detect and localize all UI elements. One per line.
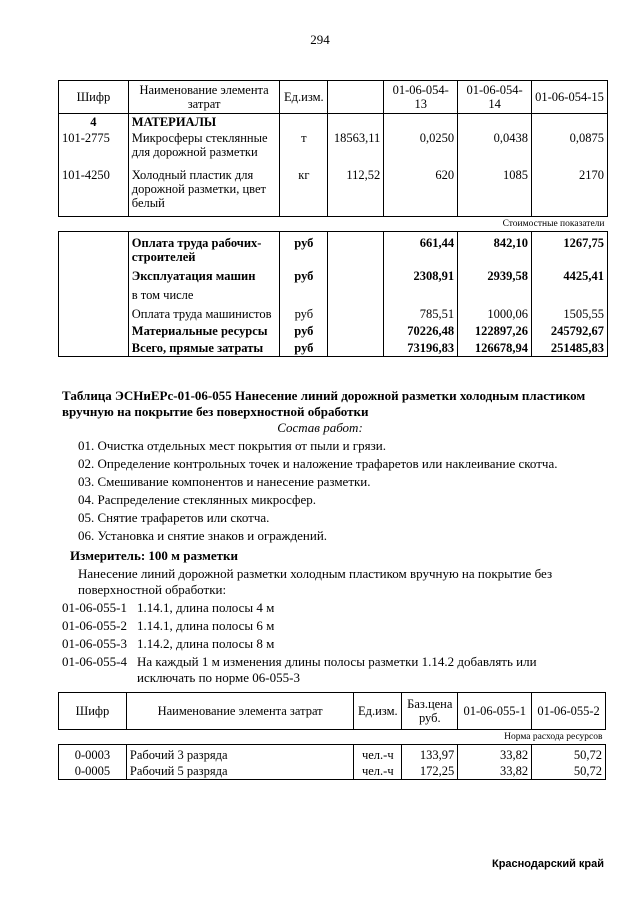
cost-row [59,232,608,266]
section-title: Таблица ЭСНиЕРс-01-06-055 Нанесение линий дорожной разметки холодным пластиком вручную на покрытие без поверхностной обработки [62,388,586,419]
code-id: 01-06-055-4 [62,654,127,669]
material-v1: 620 [384,160,458,217]
resources-table-055 [58,692,606,780]
cost-unit: руб [280,339,328,357]
table-row [59,763,606,780]
material-v1: 0,0250 [384,130,458,160]
cost-row-total [59,339,608,357]
code-text: 1.14.2, длина полосы 8 м [137,636,275,651]
material-row [59,130,608,160]
row-name: Рабочий 3 разряда [126,745,353,764]
composition-item: 01. Очистка отдельных мест покрытия от пыли и грязи. [78,438,386,453]
code-id: 01-06-055-1 [62,600,127,615]
cost-unit: руб [280,232,328,266]
cost-v3: 1505,55 [532,303,608,322]
material-code: 101-4250 [59,160,129,217]
header-col-2: 01-06-055-2 [532,693,606,730]
header-unit: Ед.изм. [354,693,402,730]
cost-v1: 73196,83 [384,339,458,357]
header-name: Наименование элемента затрат [126,693,353,730]
header-col-15: 01-06-054-15 [532,81,608,114]
header-code: Шифр [59,81,129,114]
cost-unit: руб [280,265,328,284]
cost-v1: 785,51 [384,303,458,322]
code-item [62,654,597,686]
row-name: Рабочий 5 разряда [126,763,353,780]
header-price: Баз.цена руб. [402,693,458,730]
cost-unit: руб [280,303,328,322]
cost-v3: 4425,41 [532,265,608,284]
composition-item: 04. Распределение стеклянных микросфер. [78,492,316,507]
header-col-1: 01-06-055-1 [458,693,532,730]
material-code: 101-2775 [59,130,129,160]
material-v2: 1085 [458,160,532,217]
composition-item: 06. Установка и снятие знаков и ограждений. [78,528,328,543]
header-code: Шифр [59,693,127,730]
cost-v2: 2939,58 [458,265,532,284]
cost-name: Оплата труда машинистов [128,303,280,322]
material-v3: 2170 [532,160,608,217]
cost-v1: 2308,91 [384,265,458,284]
material-unit: т [280,130,328,160]
header-col-14: 01-06-054-14 [458,81,532,114]
row-code: 0-0003 [59,745,127,764]
cost-v2: 1000,06 [458,303,532,322]
cost-v3: 1267,75 [532,232,608,266]
composition-label: Состав работ: [277,420,363,435]
row-v2: 50,72 [532,763,606,780]
code-text: На каждый 1 м изменения длины полосы разметки 1.14.2 добавлять или исключать по норме 06-055-3 [137,654,537,685]
header-unit: Ед.изм. [280,81,328,114]
row-price: 133,97 [402,745,458,764]
measure-unit: Измеритель: 100 м разметки [70,548,239,563]
table-row [59,745,606,764]
material-name: Холодный пластик для дорожной разметки, цвет белый [128,160,280,217]
header-price [328,81,384,114]
row-v1: 33,82 [458,763,532,780]
composition-item: 05. Снятие трафаретов или скотча. [78,510,270,525]
materials-number: 4 [59,114,129,131]
cost-unit: руб [280,322,328,339]
composition-item: 02. Определение контрольных точек и наложение трафаретов или наклеивание скотча. [78,456,558,471]
cost-subheader: Стоимостные показатели [59,217,608,232]
cost-v2: 122897,26 [458,322,532,339]
cost-name: Всего, прямые затраты [128,339,280,357]
norm-subheader: Норма расхода ресурсов [59,730,606,745]
resources-table-054 [58,80,608,357]
code-item [62,600,597,616]
cost-name: Эксплуатация машин [128,265,280,284]
cost-v3: 245792,67 [532,322,608,339]
code-id: 01-06-055-3 [62,636,127,651]
material-name: Микросферы стеклянные для дорожной разметки [128,130,280,160]
code-item [62,618,597,634]
material-price: 18563,11 [328,130,384,160]
material-v3: 0,0875 [532,130,608,160]
cost-row [59,303,608,322]
cost-row [59,322,608,339]
material-unit: кг [280,160,328,217]
header-col-13: 01-06-054-13 [384,81,458,114]
description: Нанесение линий дорожной разметки холодным пластиком вручную на покрытие без поверхностной обработки: [78,566,553,597]
page-number: 294 [310,32,330,47]
code-text: 1.14.1, длина полосы 6 м [137,618,275,633]
material-v2: 0,0438 [458,130,532,160]
cost-v1: 661,44 [384,232,458,266]
code-id: 01-06-055-2 [62,618,127,633]
cost-name: в том числе [128,284,280,303]
cost-v1: 70226,48 [384,322,458,339]
cost-v2: 126678,94 [458,339,532,357]
material-price: 112,52 [328,160,384,217]
row-code: 0-0005 [59,763,127,780]
cost-v2: 842,10 [458,232,532,266]
row-v1: 33,82 [458,745,532,764]
row-unit: чел.-ч [354,763,402,780]
row-price: 172,25 [402,763,458,780]
header-name: Наименование элемента затрат [128,81,280,114]
footer-region: Краснодарский край [491,858,604,870]
composition-item: 03. Смешивание компонентов и нанесение разметки. [78,474,371,489]
cost-name: Оплата труда рабочих-строителей [128,232,280,266]
row-v2: 50,72 [532,745,606,764]
cost-row [59,284,608,303]
materials-label: МАТЕРИАЛЫ [128,114,280,131]
code-text: 1.14.1, длина полосы 4 м [137,600,275,615]
cost-row [59,265,608,284]
row-unit: чел.-ч [354,745,402,764]
cost-v3: 251485,83 [532,339,608,357]
code-item [62,636,597,652]
cost-name: Материальные ресурсы [128,322,280,339]
material-row [59,160,608,217]
